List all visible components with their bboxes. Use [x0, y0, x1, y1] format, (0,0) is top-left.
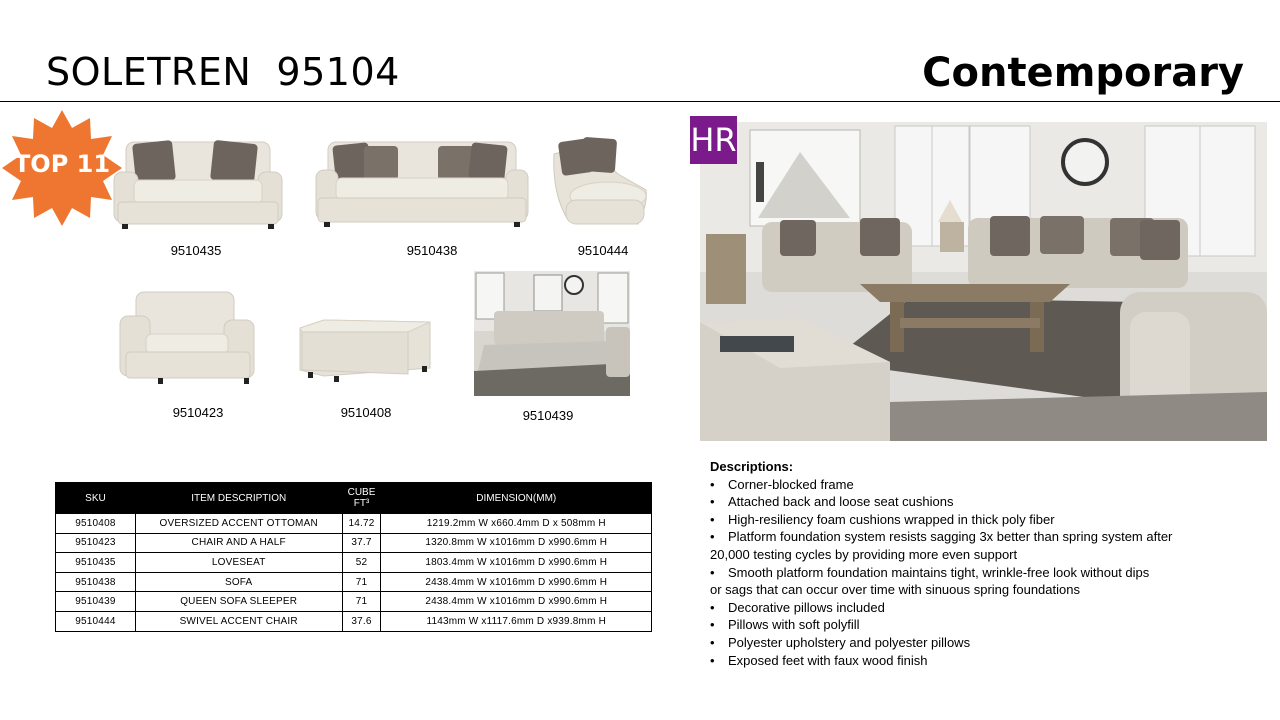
cell-sku: 9510435: [56, 553, 136, 573]
sku-label-loveseat: 9510435: [170, 243, 222, 258]
col-header-sku: SKU: [56, 483, 136, 514]
description-continuation: or sags that can occur over time with sinuous spring foundations: [710, 582, 1080, 598]
descriptions-title: Descriptions:: [710, 459, 794, 474]
collection-title: SOLETREN 95104: [46, 50, 400, 94]
cell-dimension: 1320.8mm W x1016mm D x990.6mm H: [381, 533, 652, 553]
descriptions-block: [710, 458, 1210, 669]
cell-description: SOFA: [135, 572, 342, 592]
spec-table: [55, 482, 652, 632]
description-item: • Pillows with soft polyfill: [710, 616, 1210, 634]
cell-dimension: 2438.4mm W x1016mm D x990.6mm H: [381, 592, 652, 612]
cell-description: SWIVEL ACCENT CHAIR: [135, 611, 342, 631]
table-row: [56, 514, 652, 534]
cell-cube: 71: [342, 592, 381, 612]
cell-description: LOVESEAT: [135, 553, 342, 573]
descriptions-list-2: [710, 564, 1210, 582]
cell-cube: 37.7: [342, 533, 381, 553]
top-badge-text: TOP 11: [13, 150, 111, 178]
cell-description: CHAIR AND A HALF: [135, 533, 342, 553]
col-header-cube: [342, 483, 381, 514]
description-item: • Exposed feet with faux wood finish: [710, 652, 1210, 670]
cell-cube: 52: [342, 553, 381, 573]
cell-dimension: 1803.4mm W x1016mm D x990.6mm H: [381, 553, 652, 573]
sku-label-ottoman: 9510408: [340, 405, 392, 420]
cell-dimension: 1143mm W x1117.6mm D x939.8mm H: [381, 611, 652, 631]
hr-tag: HR: [690, 116, 737, 164]
col-header-dimension: DIMENSION(MM): [381, 483, 652, 514]
table-header-row: [56, 483, 652, 514]
description-item: • Corner-blocked frame: [710, 476, 1210, 494]
table-row: [56, 533, 652, 553]
room-scene-photo: [700, 122, 1267, 441]
cell-sku: 9510439: [56, 592, 136, 612]
loveseat-image: [112, 136, 284, 230]
swivel-chair-image: [548, 134, 652, 230]
cell-sku: 9510408: [56, 514, 136, 534]
ottoman-image: [296, 318, 434, 384]
sleeper-room-image: [474, 271, 630, 396]
style-label: Contemporary: [922, 50, 1244, 96]
table-row: [56, 592, 652, 612]
table-row: [56, 572, 652, 592]
cell-dimension: 2438.4mm W x1016mm D x990.6mm H: [381, 572, 652, 592]
description-item: • Smooth platform foundation maintains tight, wrinkle-free look without dips: [710, 564, 1210, 582]
description-item: • Decorative pillows included: [710, 599, 1210, 617]
cell-cube: 71: [342, 572, 381, 592]
cell-sku: 9510423: [56, 533, 136, 553]
description-item: • High-resiliency foam cushions wrapped in thick poly fiber: [710, 511, 1210, 529]
col-header-cube-text: CUBE FT³: [347, 487, 376, 509]
description-continuation: 20,000 testing cycles by providing more even support: [710, 546, 1018, 562]
chair-and-a-half-image: [118, 290, 256, 386]
table-row: [56, 553, 652, 573]
description-item: • Polyester upholstery and polyester pillows: [710, 634, 1210, 652]
sku-label-sofa: 9510438: [406, 243, 458, 258]
cell-cube: 14.72: [342, 514, 381, 534]
col-header-item-description: ITEM DESCRIPTION: [135, 483, 342, 514]
header-divider: [0, 101, 1280, 102]
cell-sku: 9510444: [56, 611, 136, 631]
cell-description: OVERSIZED ACCENT OTTOMAN: [135, 514, 342, 534]
table-row: [56, 611, 652, 631]
description-item: • Attached back and loose seat cushions: [710, 493, 1210, 511]
sofa-image: [314, 140, 530, 228]
descriptions-list: [710, 476, 1210, 546]
description-item: • Platform foundation system resists sagging 3x better than spring system after: [710, 528, 1210, 546]
sku-label-chair-and-a-half: 9510423: [172, 405, 224, 420]
sku-label-sleeper: 9510439: [522, 408, 574, 423]
cell-cube: 37.6: [342, 611, 381, 631]
descriptions-list-3: [710, 599, 1210, 669]
cell-description: QUEEN SOFA SLEEPER: [135, 592, 342, 612]
cell-sku: 9510438: [56, 572, 136, 592]
cell-dimension: 1219.2mm W x660.4mm D x 508mm H: [381, 514, 652, 534]
sku-label-swivel-chair: 9510444: [577, 243, 629, 258]
